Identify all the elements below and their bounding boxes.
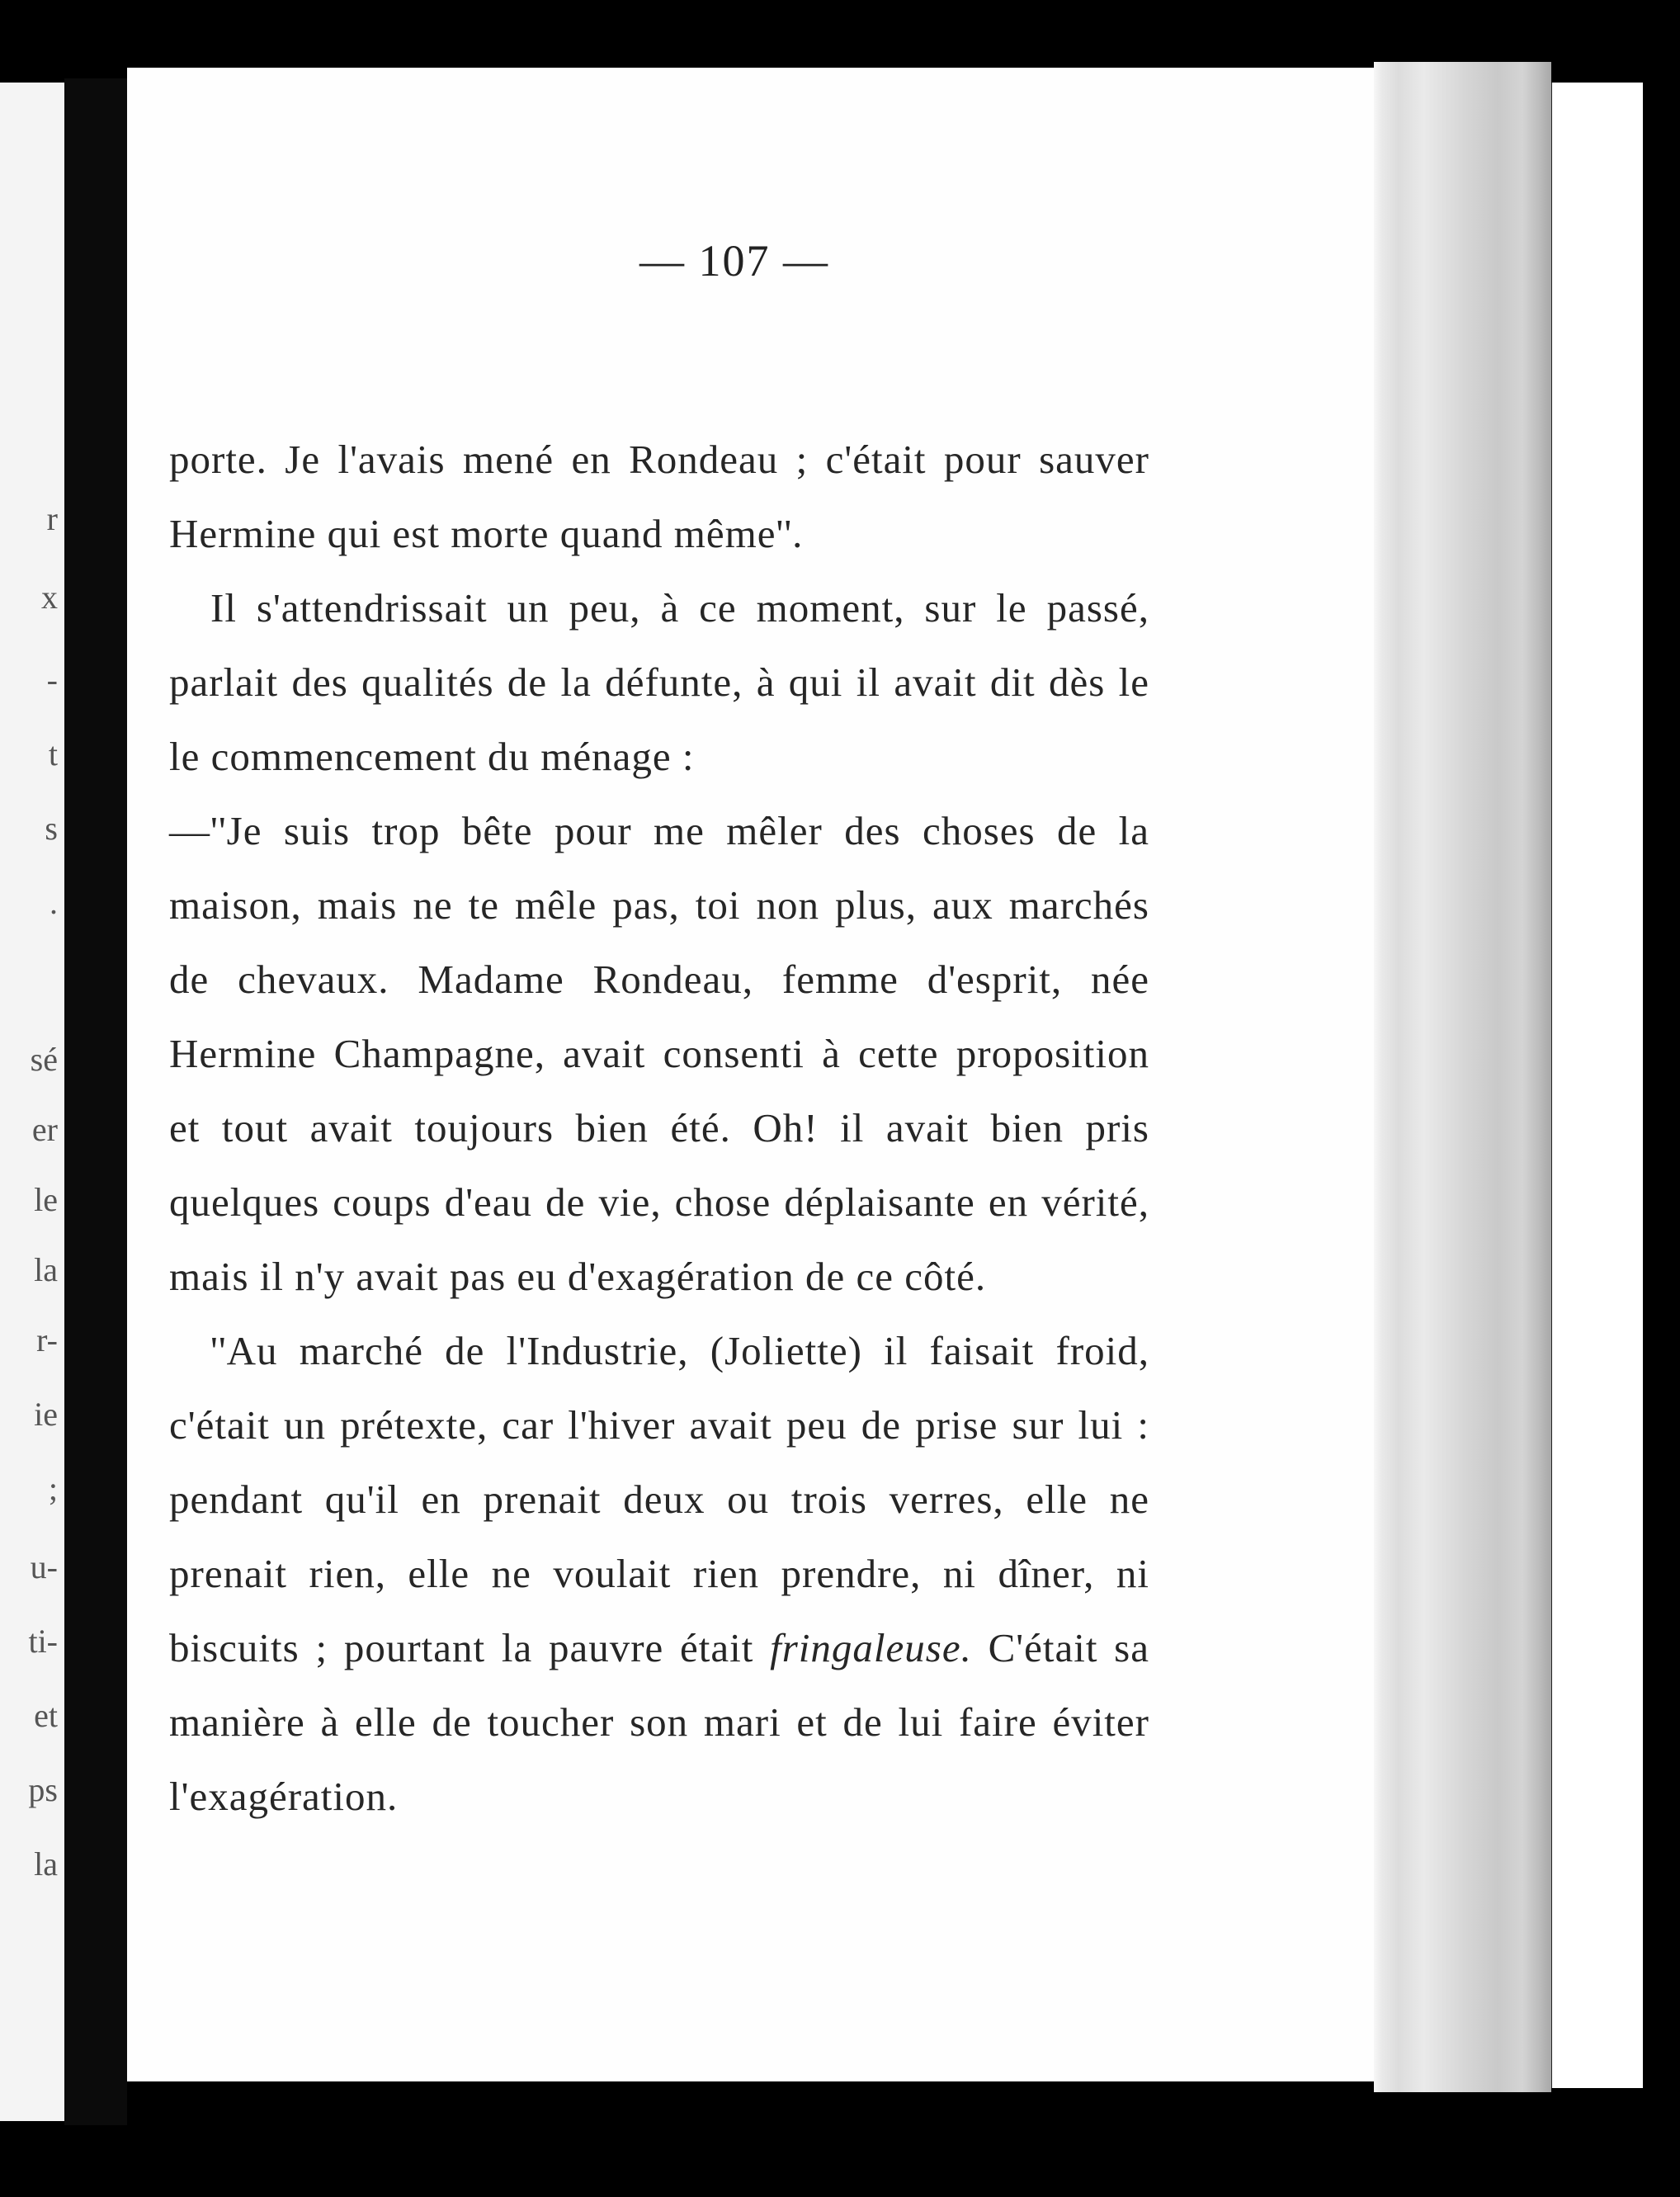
fragment: la: [34, 1251, 58, 1288]
facing-page-text-fragments: [0, 83, 64, 2121]
page-body: [169, 423, 1149, 1834]
fragment: u-: [30, 1548, 58, 1585]
fragment: ie: [34, 1396, 58, 1433]
fragment: .: [50, 884, 58, 921]
fragment: er: [31, 1111, 58, 1148]
page-number: — 107 —: [639, 236, 829, 286]
fragment: sé: [30, 1041, 58, 1078]
fragment: t: [48, 735, 58, 772]
fragment: r-: [36, 1321, 58, 1358]
fragment: et: [34, 1697, 58, 1734]
paragraph-text: ''Au marché de l'Industrie, (Joliette) il faisait froid, c'était un prétexte, car l'hiver avait peu de prise sur lui : pendant qu'il en prenait deux ou trois verres, elle ne prenait rien, elle ne voulait rien prendre, ni dîner, ni biscuits ; pourtant la pauvre était: [169, 1328, 1149, 1670]
paragraph: [169, 1314, 1149, 1834]
paragraph: porte. Je l'avais mené en Rondeau ; c'était pour sauver Hermine qui est morte quand même''.: [169, 437, 1149, 556]
fragment: x: [41, 579, 58, 616]
fragment: s: [45, 810, 58, 847]
fragment: r: [46, 500, 58, 537]
fragment: le: [34, 1181, 58, 1218]
fragment: ps: [28, 1771, 58, 1808]
book-back-cover-edge: [1550, 83, 1643, 2088]
paragraph-text: C'était sa manière à elle de toucher son mari et de lui faire éviter l'exagération.: [169, 1625, 1149, 1819]
paragraph: —''Je suis trop bête pour me mêler des choses de la maison, mais ne te mêle pas, toi non plus, aux marchés de chevaux. Madame Rondeau, femme d'esprit, née Hermine Champagne, avait consenti à cette proposition et tout avait toujours bien été. Oh! il avait bien pris quelques coups d'eau de vie, chose déplaisante en vérité, mais il n'y avait pas eu d'exagération de ce côté.: [169, 808, 1149, 1299]
italic-word: fringaleuse.: [770, 1625, 972, 1670]
fragment: -: [46, 661, 58, 698]
fragment: la: [34, 1845, 58, 1883]
fragment: ;: [48, 1470, 58, 1507]
page-fore-edge: [1374, 62, 1551, 2092]
book-gutter: [64, 78, 127, 2125]
fragment: ti-: [28, 1623, 58, 1660]
paragraph: Il s'attendrissait un peu, à ce moment, sur le passé, parlait des qualités de la défunte, à qui il avait dit dès le le commencement du ménage :: [169, 585, 1149, 779]
facing-page: [0, 83, 64, 2121]
